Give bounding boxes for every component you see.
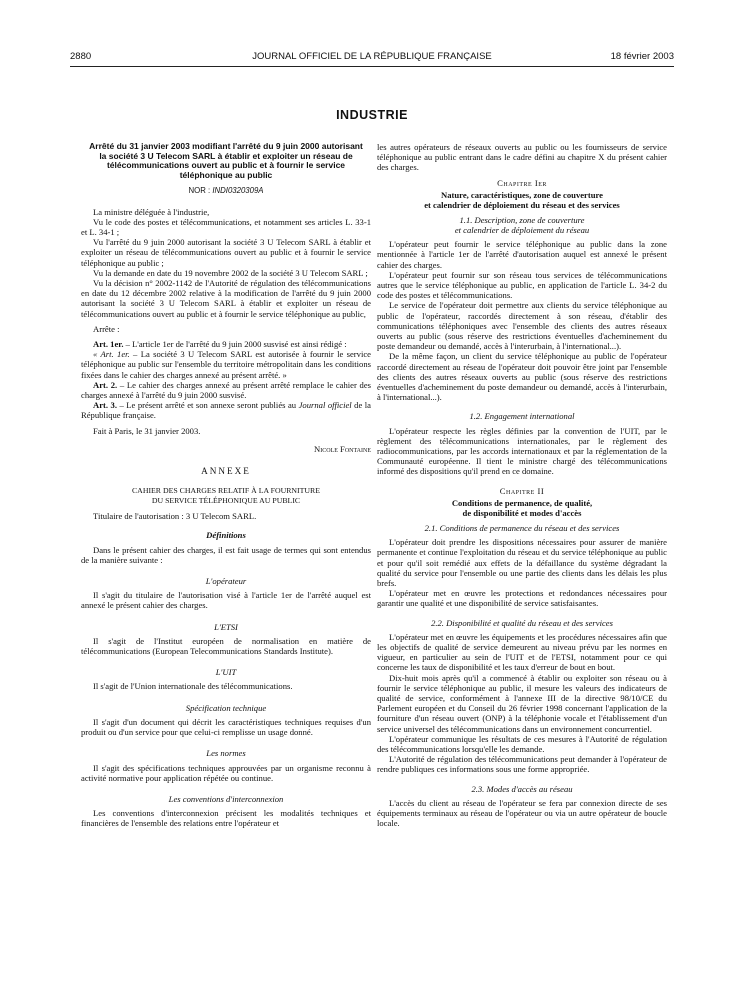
titulaire: Titulaire de l'autorisation : 3 U Telecom SARL. bbox=[93, 511, 257, 522]
cahier-title-line-1: CAHIER DES CHARGES RELATIF À LA FOURNITURE bbox=[131, 486, 320, 496]
article-1 bbox=[81, 339, 371, 349]
header-rule bbox=[70, 66, 674, 67]
article-3-text-b: de la République française. bbox=[81, 400, 371, 421]
chapter-1-title-line-1: Nature, caractéristiques, zone de couverture bbox=[441, 189, 603, 200]
chapter-1-title bbox=[377, 190, 667, 210]
section-2-1-para-2: L'opérateur met en œuvre les protections et redondances nécessaires pour garantir une qualité et une disponibilité de service satisfaisantes. bbox=[377, 588, 667, 609]
done-at: Fait à Paris, le 31 janvier 2003. bbox=[93, 425, 201, 436]
uit-heading: L'UIT bbox=[215, 667, 237, 678]
article-1-quote-label: « Art. 1er. bbox=[93, 349, 130, 360]
running-header bbox=[70, 51, 674, 65]
section-2-2-para-2: Dix-huit mois après qu'il a commencé à établir ou exploiter son réseau ou à fournir le service téléphonique au public, il mesure les valeurs des indicateurs de qualité de service, conformément à l'annexe III de la directive 98/10/CE du Parlement européen et du Conseil du 26 février 1998 concernant l'application de la fourniture d'un réseau ouvert (ONP) à la téléphonie vocale et l'établissement d'un service universel des télécommunications dans un environnement concurrentiel. bbox=[377, 672, 667, 734]
left-column bbox=[81, 142, 371, 829]
normes-heading: Les normes bbox=[206, 748, 246, 759]
section-2-2-para-3: L'opérateur communique les résultats de ces mesures à l'Autorité de régulation des télécommunications lorsqu'elle les demande. bbox=[377, 733, 667, 754]
section-2-3-para: L'accès du client au réseau de l'opérateur se fera par connexion directe de ses équipements terminaux au réseau de l'opérateur ou via un autre opérateur de boucle locale. bbox=[377, 797, 667, 829]
article-1-quote bbox=[81, 349, 371, 380]
section-1-1-heading bbox=[377, 215, 667, 235]
cahier-title-line-2: DU SERVICE TÉLÉPHONIQUE AU PUBLIC bbox=[151, 496, 301, 506]
nor-value: INDI0320309A bbox=[212, 186, 264, 196]
definitions-heading: Définitions bbox=[206, 530, 246, 541]
issue-date: 18 février 2003 bbox=[610, 51, 674, 62]
chapter-1-title-line-2: et calendrier de déploiement du réseau et des services bbox=[424, 199, 620, 210]
specification-heading: Spécification technique bbox=[185, 702, 267, 713]
operateur-heading: L'opérateur bbox=[205, 576, 247, 587]
article-3-text-a: – Le présent arrêté et son annexe seront publiés au bbox=[116, 400, 299, 411]
right-column bbox=[377, 142, 667, 828]
specification-text: Il s'agit d'un document qui décrit les caractéristiques techniques requises d'un produit ou d'un service pour que celui-ci remplisse un usage donné. bbox=[81, 716, 371, 738]
continued-text: les autres opérateurs de réseaux ouverts au public ou les fournisseurs de service téléphonique au public entrant dans le cadre défini au chapitre X du présent cahier des charges. bbox=[377, 142, 667, 173]
section-1-1-heading-line-2: et calendrier de déploiement du réseau bbox=[454, 225, 590, 236]
section-2-2-heading: 2.2. Disponibilité et qualité du réseau et des services bbox=[431, 617, 613, 628]
article-3-journal: Journal officiel bbox=[298, 400, 352, 411]
definitions-text: Dans le présent cahier des charges, il est fait usage de termes qui sont entendus de la manière suivante : bbox=[81, 544, 371, 565]
article-3 bbox=[81, 400, 371, 420]
section-title: INDUSTRIE bbox=[336, 108, 408, 122]
section-1-1-para-3: Le service de l'opérateur doit permettre aux clients du service téléphonique au public de l'opérateur, raccordés directement à son réseau, d'établir des communications téléphoniques avec l'ensemble des clients des autres réseaux ouverts au public (sous réserve des restrictions éventuelles d'acheminement du poste demandeur ou demandé, accès à l'interurbain, à l'international...). bbox=[377, 300, 667, 352]
article-2-label: Art. 2. bbox=[93, 379, 118, 390]
visa-3: Vu la demande en date du 19 novembre 2002 de la société 3 U Telecom SARL ; bbox=[93, 267, 368, 278]
article-2-text: – Le cahier des charges annexé au présent arrêté remplace le cahier des charges annexé à l'arrêté du 9 juin 2000 susvisé. bbox=[81, 379, 371, 401]
journal-title: JOURNAL OFFICIEL DE LA RÉPUBLIQUE FRANÇAISE bbox=[252, 51, 492, 62]
section-2-3-heading: 2.3. Modes d'accès au réseau bbox=[471, 783, 573, 794]
uit-text: Il s'agit de l'Union internationale des télécommunications. bbox=[93, 681, 293, 692]
article-2 bbox=[81, 380, 371, 400]
section-1-1-para-2: L'opérateur peut fournir sur son réseau tous services de télécommunications autres que le service téléphonique au public, en application de l'article L. 34-2 du code des postes et télécommunications. bbox=[377, 269, 667, 301]
minister-line: La ministre déléguée à l'industrie, bbox=[93, 206, 210, 217]
signature: Nicole Fontaine bbox=[314, 443, 371, 454]
decree-title: Arrêté du 31 janvier 2003 modifiant l'arrêté du 9 juin 2000 autorisant la société 3 U Telecom SARL à établir et exploiter un réseau de télécommunications ouvert au public et à fournir le service téléphonique au public bbox=[89, 141, 363, 180]
article-1-quote-text: – La société 3 U Telecom SARL est autorisée à fournir le service téléphonique au public sur l'ensemble du territoire métropolitain dans les conditions fixées dans le cahier des charges annexé au présent arrêté. » bbox=[81, 349, 371, 380]
nor-label: NOR : bbox=[188, 186, 211, 196]
nor-reference bbox=[81, 186, 371, 196]
chapter-1-label: Chapitre Ier bbox=[497, 177, 547, 188]
section-2-2-para-4: L'Autorité de régulation des télécommunications peut demander à l'opérateur de rendre publiques ces informations sous une forme appropriée. bbox=[377, 754, 667, 775]
section-1-1-heading-line-1: 1.1. Description, zone de couverture bbox=[459, 214, 585, 225]
chapter-2-title-line-1: Conditions de permanence, de qualité, bbox=[451, 497, 593, 508]
article-3-label: Art. 3. bbox=[93, 400, 117, 411]
cahier-title bbox=[81, 486, 371, 506]
section-2-1-para-1: L'opérateur doit prendre les dispositions nécessaires pour assurer de manière permanente et continue l'exploitation du réseau et du service téléphonique au public et pour qu'il soit remédié aux effets de la défaillance du système dégradant la qualité du service pour l'ensemble ou une partie des clients dans les délais les plus brefs. bbox=[377, 537, 667, 588]
normes-text: Il s'agit des spécifications techniques approuvées par un organisme reconnu à activité normative pour application répétée ou continue. bbox=[81, 762, 371, 783]
visa-2: Vu l'arrêté du 9 juin 2000 autorisant la société 3 U Telecom SARL à établir et exploiter un réseau de télécommunications ouvert au public et à fournir le service téléphonique au public ; bbox=[81, 237, 371, 268]
section-1-2-heading: 1.2. Engagement international bbox=[469, 411, 575, 422]
chapter-2-title bbox=[377, 498, 667, 518]
section-2-2-para-1: L'opérateur met en œuvre les équipements et les procédures nécessaires afin que les objectifs de qualité de service demeurent au niveau prévu par les normes en vigueur, en particulier au sein de l'UIT et de l'ETSI, notamment pour ce qui concerne les taux de disponibilité et les taux d'erreur de bout en bout. bbox=[377, 631, 667, 673]
section-1-1-para-4: De la même façon, un client du service téléphonique au public de l'opérateur raccordé directement au réseau de l'opérateur doit pouvoir être joint par l'ensemble des clients des autres réseaux ouverts au public (sous réserve des restrictions éventuelles d'acheminement du poste demandeur ou demandé, accès à l'interurbain, à l'international...). bbox=[377, 351, 667, 403]
page-number: 2880 bbox=[70, 51, 92, 62]
etsi-heading: L'ETSI bbox=[214, 621, 238, 632]
section-1-1-para-1: L'opérateur peut fournir le service téléphonique au public dans la zone mentionnée à l'article 1er de l'arrêté d'autorisation auquel est annexé le présent cahier des charges. bbox=[377, 239, 667, 270]
interconnexion-text: Les conventions d'interconnexion précisent les modalités techniques et financières de l'ensemble des relations entre l'opérateur et bbox=[81, 808, 371, 829]
visa-1: Vu le code des postes et télécommunications, et notamment ses articles L. 33-1 et L. 34-1 ; bbox=[81, 216, 371, 237]
chapter-2-label: Chapitre II bbox=[499, 485, 545, 496]
operateur-text: Il s'agit du titulaire de l'autorisation visé à l'article 1er de l'arrêté auquel est annexé le présent cahier des charges. bbox=[81, 590, 371, 611]
article-1-label: Art. 1er. bbox=[93, 339, 124, 350]
etsi-text: Il s'agit de l'Institut européen de normalisation en matière de télécommunications (European Telecommunications Standards Institute). bbox=[81, 635, 371, 657]
chapter-2-title-line-2: de disponibilité et modes d'accès bbox=[462, 507, 582, 518]
article-1-text: – L'article 1er de l'arrêté du 9 juin 2000 susvisé est ainsi rédigé : bbox=[123, 339, 347, 350]
visa-4: Vu la décision n° 2002-1142 de l'Autorité de régulation des télécommunications en date du 12 décembre 2002 relative à la modification de l'arrêté du 9 juin 2000 autorisant la société 3 U Telecom SARL à établir et exploiter un réseau de télécommunications ouvert au public et à fournir le service téléphonique au public, bbox=[81, 278, 371, 319]
annexe-heading: ANNEXE bbox=[201, 466, 251, 477]
section-1-2-para: L'opérateur respecte les règles définies par la convention de l'UIT, par le règlement des télécommunications internationales, par le règlement des radiocommunications, par les accords internationaux et par la réglementation de la Communauté européenne. Il tient le ministre chargé des télécommunications informé des dispositions qu'il prend en ce domaine. bbox=[377, 425, 667, 477]
arrete-label: Arrête : bbox=[93, 323, 120, 334]
section-2-1-heading: 2.1. Conditions de permanence du réseau et des services bbox=[424, 522, 620, 533]
interconnexion-heading: Les conventions d'interconnexion bbox=[168, 793, 284, 804]
